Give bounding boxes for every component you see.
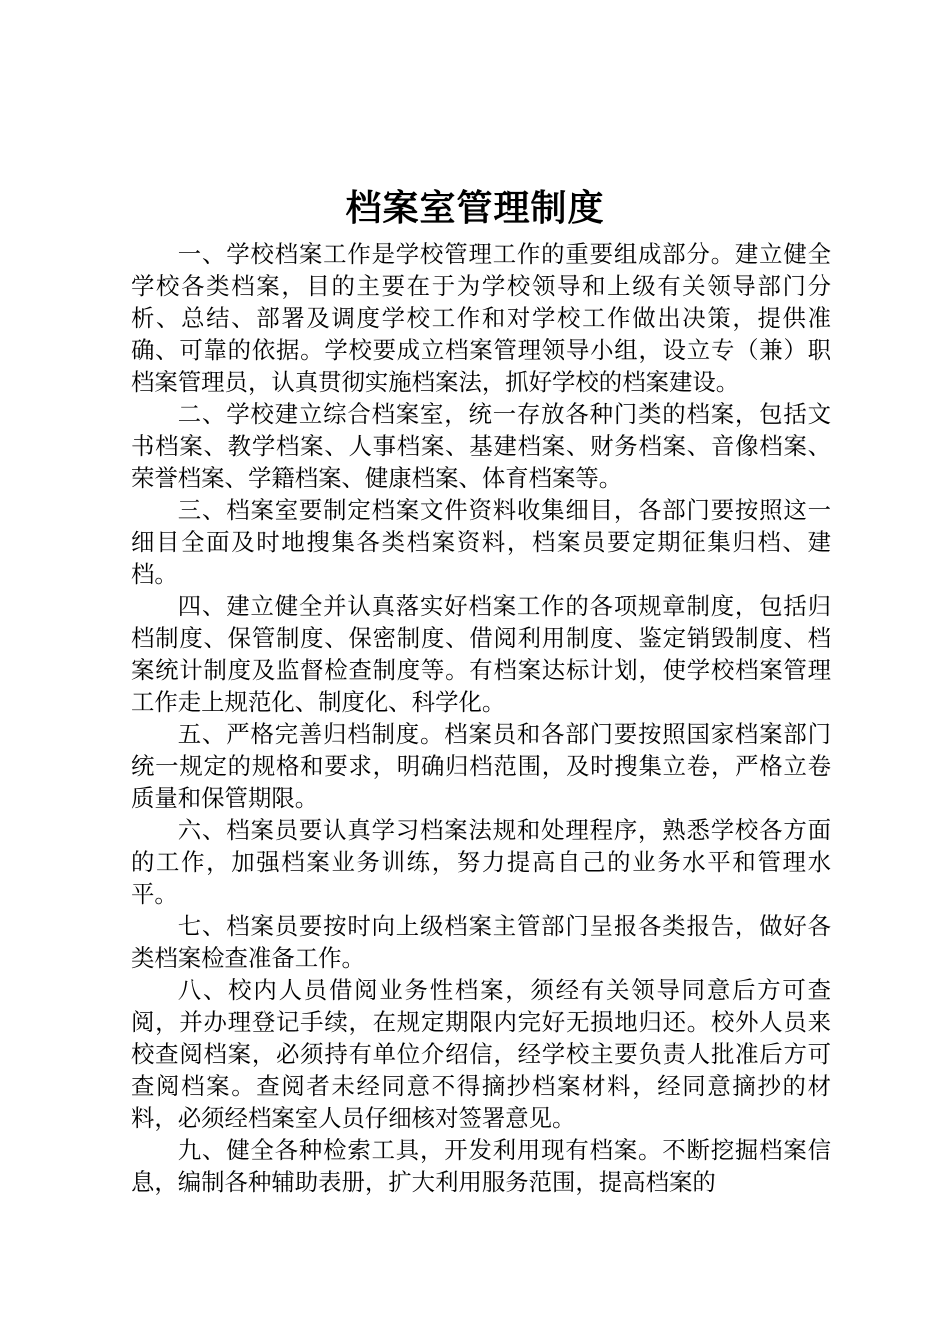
paragraph-5: 五、严格完善归档制度。档案员和各部门要按照国家档案部门统一规定的规格和要求，明确归档范围，及时搜集立卷，严格立卷质量和保管期限。 [131,720,831,812]
paragraph-3: 三、档案室要制定档案文件资料收集细目，各部门要按照这一细目全面及时地搜集各类档案资料，档案员要定期征集归档、建档。 [131,496,831,588]
paragraph-9: 九、健全各种检索工具，开发利用现有档案。不断挖掘档案信息，编制各种辅助表册，扩大利用服务范围，提高档案的 [131,1136,831,1196]
paragraph-4: 四、建立健全并认真落实好档案工作的各项规章制度，包括归档制度、保管制度、保密制度、借阅利用制度、鉴定销毁制度、档案统计制度及监督检查制度等。有档案达标计划，使学校档案管理工作走上规范化、制度化、科学化。 [131,592,831,716]
document-body [131,238,831,1198]
document-title: 档案室管理制度 [345,187,605,229]
paragraph-8: 八、校内人员借阅业务性档案，须经有关领导同意后方可查阅，并办理登记手续，在规定期限内完好无损地归还。校外人员来校查阅档案，必须持有单位介绍信，经学校主要负责人批准后方可查阅档案。查阅者未经同意不得摘抄档案材料，经同意摘抄的材料，必须经档案室人员仔细核对签署意见。 [131,976,831,1132]
paragraph-2: 二、学校建立综合档案室，统一存放各种门类的档案，包括文书档案、教学档案、人事档案、基建档案、财务档案、音像档案、荣誉档案、学籍档案、健康档案、体育档案等。 [131,400,831,492]
paragraph-6: 六、档案员要认真学习档案法规和处理程序，熟悉学校各方面的工作，加强档案业务训练，努力提高自己的业务水平和管理水平。 [131,816,831,908]
paragraph-1: 一、学校档案工作是学校管理工作的重要组成部分。建立健全学校各类档案，目的主要在于为学校领导和上级有关领导部门分析、总结、部署及调度学校工作和对学校工作做出决策，提供准确、可靠的依据。学校要成立档案管理领导小组，设立专（兼）职档案管理员，认真贯彻实施档案法，抓好学校的档案建设。 [131,240,831,396]
paragraph-7: 七、档案员要按时向上级档案主管部门呈报各类报告，做好各类档案检查准备工作。 [131,912,831,972]
